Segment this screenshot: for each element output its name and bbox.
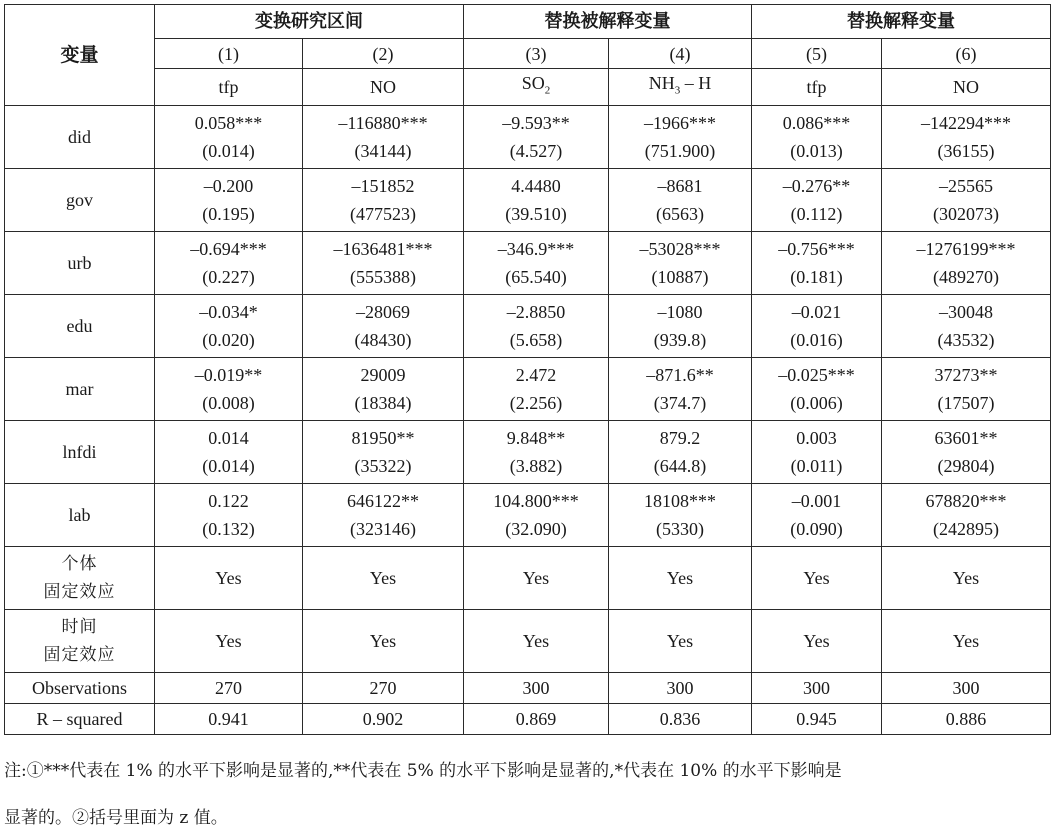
- standard-error: (644.8): [653, 455, 707, 476]
- estimate-cell: [609, 168, 752, 231]
- standard-error: (0.014): [202, 455, 255, 476]
- coefficient: –2.8850: [506, 301, 566, 322]
- coefficient: 2.472: [515, 364, 557, 385]
- estimate-cell: [609, 357, 752, 420]
- fixed-effects-value: Yes: [752, 609, 882, 672]
- standard-error: (6563): [656, 203, 704, 224]
- coefficient: 4.4480: [511, 175, 561, 196]
- table-row: [5, 105, 1051, 168]
- standard-error: (32.090): [505, 518, 567, 539]
- r-squared-value: 0.941: [155, 703, 303, 734]
- estimate-cell: [464, 357, 609, 420]
- group-header: 替换解释变量: [752, 5, 1051, 39]
- variable-column-header: 变量: [5, 5, 155, 106]
- estimate-cell: [303, 294, 464, 357]
- observations-value: 270: [303, 672, 464, 703]
- fixed-effects-row: [5, 546, 1051, 609]
- coefficient: –1636481***: [333, 238, 433, 259]
- fixed-effects-row: [5, 609, 1051, 672]
- coefficient: 0.058***: [194, 112, 263, 133]
- estimate-cell: [752, 168, 882, 231]
- fixed-effects-value: Yes: [609, 609, 752, 672]
- standard-error: (0.014): [202, 140, 255, 161]
- standard-error: (48430): [354, 329, 412, 350]
- standard-error: (0.020): [202, 329, 255, 350]
- dependent-variable: NO: [882, 69, 1051, 106]
- column-number: (2): [303, 39, 464, 69]
- dependent-variable: tfp: [155, 69, 303, 106]
- standard-error: (939.8): [653, 329, 707, 350]
- coefficient: –53028***: [639, 238, 721, 259]
- standard-error: (65.540): [505, 266, 567, 287]
- coefficient: –346.9***: [497, 238, 575, 259]
- coefficient: 63601**: [934, 427, 998, 448]
- column-number: (6): [882, 39, 1051, 69]
- r-squared-value: 0.886: [882, 703, 1051, 734]
- regression-table: [4, 4, 1051, 735]
- estimate-cell: [464, 105, 609, 168]
- fixed-effects-label: 时间 固定效应: [5, 609, 155, 672]
- variable-name: edu: [5, 294, 155, 357]
- standard-error: (0.227): [202, 266, 255, 287]
- coefficient: 0.003: [796, 427, 837, 448]
- header-group-row: [5, 5, 1051, 39]
- standard-error: (489270): [933, 266, 999, 287]
- group-header: 变换研究区间: [155, 5, 464, 39]
- standard-error: (0.013): [790, 140, 843, 161]
- coefficient: –0.025***: [778, 364, 855, 385]
- coefficient: 646122**: [347, 490, 419, 511]
- standard-error: (34144): [354, 140, 412, 161]
- coefficient: –25565: [939, 175, 993, 196]
- estimate-cell: [303, 168, 464, 231]
- estimate-cell: [882, 420, 1051, 483]
- estimate-cell: [882, 231, 1051, 294]
- observations-value: 270: [155, 672, 303, 703]
- estimate-cell: [303, 357, 464, 420]
- estimate-cell: [155, 357, 303, 420]
- standard-error: (29804): [937, 455, 995, 476]
- coefficient: 18108***: [644, 490, 716, 511]
- estimate-cell: [752, 294, 882, 357]
- r-squared-value: 0.869: [464, 703, 609, 734]
- standard-error: (323146): [350, 518, 416, 539]
- table-row: [5, 357, 1051, 420]
- dependent-variable: NO: [303, 69, 464, 106]
- fixed-effects-value: Yes: [155, 546, 303, 609]
- coefficient: –1966***: [644, 112, 716, 133]
- coefficient: –0.200: [203, 175, 254, 196]
- fixed-effects-value: Yes: [882, 546, 1051, 609]
- fixed-effects-value: Yes: [464, 609, 609, 672]
- r-squared-row: [5, 703, 1051, 734]
- coefficient: –151852: [351, 175, 415, 196]
- estimate-cell: [882, 294, 1051, 357]
- fixed-effects-value: Yes: [464, 546, 609, 609]
- coefficient: 104.800***: [493, 490, 579, 511]
- standard-error: (5.658): [509, 329, 563, 350]
- variable-name: lnfdi: [5, 420, 155, 483]
- standard-error: (35322): [354, 455, 412, 476]
- variable-name: gov: [5, 168, 155, 231]
- fixed-effects-value: Yes: [155, 609, 303, 672]
- coefficient: –0.276**: [782, 175, 851, 196]
- standard-error: (302073): [933, 203, 999, 224]
- fixed-effects-label: 个体 固定效应: [5, 546, 155, 609]
- estimate-cell: [752, 483, 882, 546]
- column-number: (3): [464, 39, 609, 69]
- variable-name: mar: [5, 357, 155, 420]
- coefficient: –9.593**: [502, 112, 570, 133]
- coefficient: –1276199***: [916, 238, 1016, 259]
- standard-error: (10887): [651, 266, 709, 287]
- estimate-cell: [155, 168, 303, 231]
- table-row: [5, 420, 1051, 483]
- estimate-cell: [609, 420, 752, 483]
- coefficient: 0.122: [208, 490, 249, 511]
- standard-error: (0.006): [790, 392, 843, 413]
- fixed-effects-value: Yes: [303, 546, 464, 609]
- coefficient: –0.001: [791, 490, 842, 511]
- r-squared-value: 0.836: [609, 703, 752, 734]
- standard-error: (751.900): [644, 140, 716, 161]
- fixed-effects-value: Yes: [303, 609, 464, 672]
- standard-error: (0.011): [790, 455, 843, 476]
- coefficient: 879.2: [659, 427, 701, 448]
- estimate-cell: [155, 483, 303, 546]
- estimate-cell: [155, 231, 303, 294]
- estimate-cell: [752, 357, 882, 420]
- coefficient: –116880***: [338, 112, 428, 133]
- fixed-effects-value: Yes: [882, 609, 1051, 672]
- standard-error: (0.181): [790, 266, 843, 287]
- estimate-cell: [609, 294, 752, 357]
- standard-error: (36155): [937, 140, 995, 161]
- column-number: (1): [155, 39, 303, 69]
- standard-error: (3.882): [509, 455, 563, 476]
- standard-error: (5330): [656, 518, 704, 539]
- coefficient: –28069: [356, 301, 410, 322]
- standard-error: (477523): [350, 203, 416, 224]
- dependent-variable: tfp: [752, 69, 882, 106]
- estimate-cell: [464, 168, 609, 231]
- standard-error: (242895): [933, 518, 999, 539]
- standard-error: (2.256): [509, 392, 563, 413]
- coefficient: 29009: [360, 364, 406, 385]
- standard-error: (17507): [937, 392, 995, 413]
- standard-error: (18384): [354, 392, 412, 413]
- observations-value: 300: [752, 672, 882, 703]
- observations-value: 300: [882, 672, 1051, 703]
- coefficient: –1080: [657, 301, 703, 322]
- coefficient: 0.014: [208, 427, 249, 448]
- coefficient: –0.021: [791, 301, 842, 322]
- header-number-row: [5, 39, 1051, 69]
- estimate-cell: [155, 294, 303, 357]
- standard-error: (0.016): [790, 329, 843, 350]
- r-squared-value: 0.902: [303, 703, 464, 734]
- coefficient: –8681: [657, 175, 703, 196]
- estimate-cell: [303, 483, 464, 546]
- coefficient: –871.6**: [646, 364, 714, 385]
- dependent-variable: $NH_3$ – H: [609, 69, 752, 106]
- estimate-cell: [752, 420, 882, 483]
- standard-error: (4.527): [509, 140, 563, 161]
- coefficient: –0.034*: [199, 301, 258, 322]
- table-row: [5, 231, 1051, 294]
- table-row: [5, 483, 1051, 546]
- standard-error: (555388): [350, 266, 416, 287]
- coefficient: 37273**: [934, 364, 998, 385]
- estimate-cell: [752, 231, 882, 294]
- r-squared-label: R – squared: [5, 703, 155, 734]
- r-squared-value: 0.945: [752, 703, 882, 734]
- estimate-cell: [464, 420, 609, 483]
- estimate-cell: [609, 105, 752, 168]
- standard-error: (43532): [937, 329, 995, 350]
- estimate-cell: [303, 231, 464, 294]
- estimate-cell: [882, 105, 1051, 168]
- estimate-cell: [882, 483, 1051, 546]
- observations-value: 300: [464, 672, 609, 703]
- estimate-cell: [155, 420, 303, 483]
- table-row: [5, 294, 1051, 357]
- variable-name: lab: [5, 483, 155, 546]
- estimate-cell: [882, 168, 1051, 231]
- estimate-cell: [155, 105, 303, 168]
- estimate-cell: [609, 483, 752, 546]
- table-note-line1: 注:①***代表在 1% 的水平下影响是显著的,**代表在 5% 的水平下影响是显著的,*代表在 10% 的水平下影响是: [4, 761, 842, 781]
- coefficient: –0.019**: [194, 364, 263, 385]
- coefficient: –0.756***: [778, 238, 855, 259]
- fixed-effects-value: Yes: [609, 546, 752, 609]
- dependent-variable: $SO_2$: [464, 69, 609, 106]
- column-number: (4): [609, 39, 752, 69]
- standard-error: (0.132): [202, 518, 255, 539]
- variable-name: urb: [5, 231, 155, 294]
- group-header: 替换被解释变量: [464, 5, 752, 39]
- standard-error: (0.112): [790, 203, 843, 224]
- observations-value: 300: [609, 672, 752, 703]
- standard-error: (0.195): [202, 203, 255, 224]
- column-number: (5): [752, 39, 882, 69]
- estimate-cell: [464, 483, 609, 546]
- observations-row: [5, 672, 1051, 703]
- estimate-cell: [303, 105, 464, 168]
- standard-error: (0.090): [790, 518, 843, 539]
- table-row: [5, 168, 1051, 231]
- coefficient: –30048: [939, 301, 993, 322]
- standard-error: (39.510): [505, 203, 567, 224]
- estimate-cell: [882, 357, 1051, 420]
- estimate-cell: [609, 231, 752, 294]
- variable-name: did: [5, 105, 155, 168]
- estimate-cell: [464, 231, 609, 294]
- estimate-cell: [303, 420, 464, 483]
- coefficient: 81950**: [351, 427, 415, 448]
- observations-label: Observations: [5, 672, 155, 703]
- coefficient: 9.848**: [506, 427, 566, 448]
- coefficient: 0.086***: [782, 112, 851, 133]
- standard-error: (0.008): [202, 392, 255, 413]
- coefficient: –0.694***: [190, 238, 267, 259]
- estimate-cell: [464, 294, 609, 357]
- standard-error: (374.7): [653, 392, 707, 413]
- coefficient: 678820***: [925, 490, 1007, 511]
- fixed-effects-value: Yes: [752, 546, 882, 609]
- header-depvar-row: [5, 69, 1051, 106]
- table-note-line2: 显著的。②括号里面为 z 值。: [4, 808, 228, 828]
- coefficient: –142294***: [921, 112, 1011, 133]
- estimate-cell: [752, 105, 882, 168]
